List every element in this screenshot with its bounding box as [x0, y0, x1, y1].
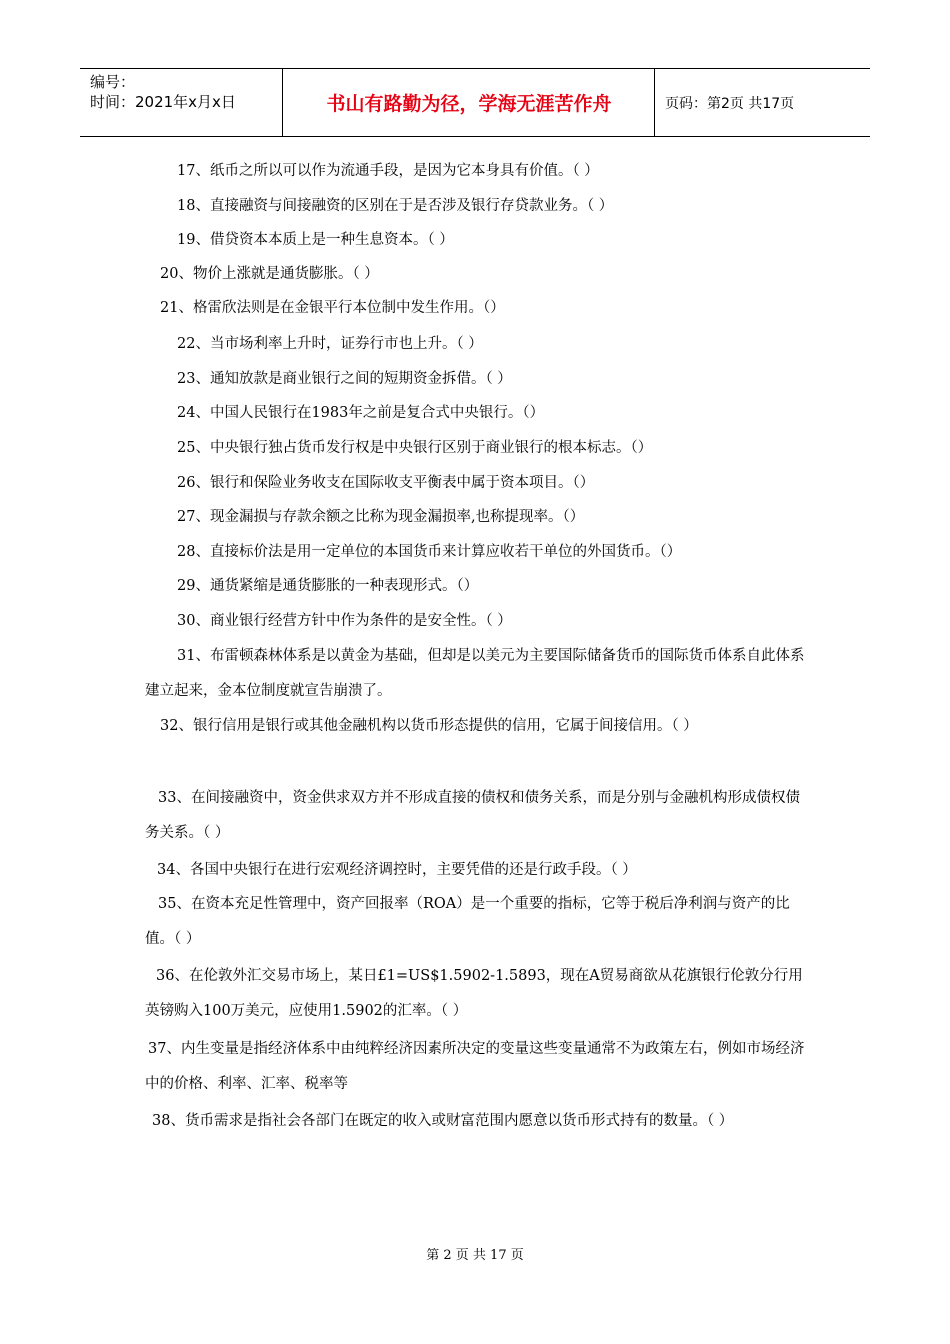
question-34: 34、各国中央银行在进行宏观经济调控时，主要凭借的还是行政手段。（ ）: [157, 862, 637, 878]
question-29: 29、通货紧缩是通货膨胀的一种表现形式。（）: [177, 578, 479, 594]
header-page-info: 页码：第2页 共17页: [665, 96, 795, 112]
question-19: 19、借贷资本本质上是一种生息资本。（ ）: [177, 232, 454, 248]
question-36: 36、在伦敦外汇交易市场上，某日£1=US$1.5902-1.5893，现在A贸易商欲从花旗银行伦敦分行用英镑购入100万美元，应使用1.5902的汇率。（ ）: [145, 968, 803, 1019]
question-27: 27、现金漏损与存款余额之比称为现金漏损率,也称提现率。（）: [177, 509, 585, 525]
question-22: 22、当市场利率上升时，证券行市也上升。（ ）: [177, 336, 483, 352]
question-23: 23、通知放款是商业银行之间的短期资金拆借。（ ）: [177, 371, 512, 387]
header-motto: 书山有路勤为径，学海无涯苦作舟: [326, 93, 612, 115]
question-35: 35、在资本充足性管理中，资产回报率（ROA）是一个重要的指标，它等于税后净利润与资产的比值。（ ）: [145, 896, 790, 947]
question-32: 32、银行信用是银行或其他金融机构以货币形态提供的信用，它属于间接信用。（ ）: [160, 718, 698, 734]
question-38: 38、货币需求是指社会各部门在既定的收入或财富范围内愿意以货币形式持有的数量。（ ）: [152, 1113, 734, 1129]
question-18: 18、直接融资与间接融资的区别在于是否涉及银行存贷款业务。（ ）: [177, 198, 614, 214]
page-footer: 第 2 页 共 17 页: [426, 1248, 524, 1263]
question-25: 25、中央银行独占货币发行权是中央银行区别于商业银行的根本标志。（）: [177, 440, 653, 456]
page-header: [80, 68, 870, 137]
document-date: 时间：2021年x月x日: [90, 93, 236, 111]
question-20: 20、物价上涨就是通货膨胀。（ ）: [160, 266, 379, 282]
question-26: 26、银行和保险业务收支在国际收支平衡表中属于资本项目。（）: [177, 475, 595, 491]
header-meta: [90, 72, 236, 112]
document-number-label: 编号：: [90, 73, 136, 91]
question-28: 28、直接标价法是用一定单位的本国货币来计算应收若干单位的外国货币。（）: [177, 544, 682, 560]
question-17: 17、纸币之所以可以作为流通手段，是因为它本身具有价值。（ ）: [177, 163, 599, 179]
question-21: 21、格雷欣法则是在金银平行本位制中发生作用。（）: [160, 300, 505, 316]
question-37: 37、内生变量是指经济体系中由纯粹经济因素所决定的变量这些变量通常不为政策左右，例如市场经济中的价格、利率、汇率、税率等: [145, 1041, 805, 1092]
question-24: 24、中国人民银行在1983年之前是复合式中央银行。（）: [177, 405, 545, 421]
question-31: 31、布雷顿森林体系是以黄金为基础，但却是以美元为主要国际储备货币的国际货币体系自此体系建立起来，金本位制度就宣告崩溃了。: [145, 648, 805, 699]
question-33: 33、在间接融资中，资金供求双方并不形成直接的债权和债务关系，而是分别与金融机构形成债权债务关系。（ ）: [145, 790, 800, 841]
question-30: 30、商业银行经营方针中作为条件的是安全性。（ ）: [177, 613, 512, 629]
